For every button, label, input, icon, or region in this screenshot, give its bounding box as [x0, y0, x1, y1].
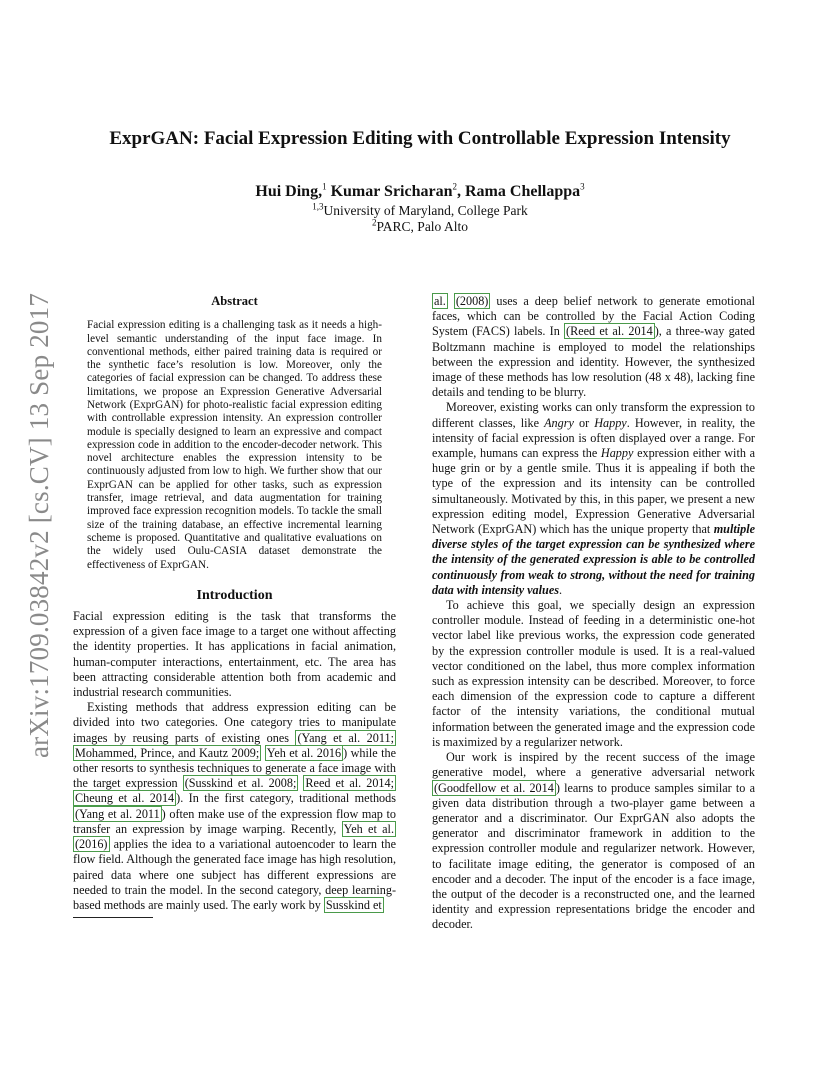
citation-link[interactable]: (Yang et al. 2011;: [297, 730, 394, 745]
arxiv-stamp-text: arXiv:1709.03842v2 [cs.CV] 13 Sep 2017: [24, 292, 55, 758]
citation-link[interactable]: (Reed et al. 2014: [566, 324, 653, 339]
paragraph-text: ) often make use of the expression flow map to transfer an expression by image warping. Recently,: [73, 806, 396, 836]
right-paragraph-4: [432, 750, 755, 932]
paragraph-text: uses a deep belief network to generate emotional faces, which can be controlled by the Facial Action Coding System (FACS) labels. In: [432, 294, 756, 339]
author-affiliation-mark: 2: [452, 181, 457, 192]
emphasis-text: Angry: [544, 415, 574, 430]
bold-italic-statement: multiple diverse styles of the target expression can be synthesized where the intensity of the generated expression is able to be controlled continuously from weak to strong, without the need for training data with intensity values: [432, 522, 755, 597]
affiliation-text: PARC, Palo Alto: [376, 219, 468, 234]
author-name: Kumar Sricharan: [326, 183, 453, 200]
citation-link[interactable]: al.: [434, 294, 446, 308]
affiliation-1: [100, 203, 740, 219]
emphasis-text: Happy: [594, 415, 627, 430]
right-column: [432, 294, 755, 933]
section-heading-introduction: Introduction: [196, 587, 273, 603]
abstract-text: Facial expression editing is a challenging task as it needs a high-level semantic understanding of the input face image. In conventional methods, either paired training data is required or the synthetic face’s resolution is low. Moreover, only the categories of facial expression can be changed. To address these limitations, we propose an Expression Generative Adversarial Network (ExprGAN) for photo-realistic facial expression editing with controllable expression intensity. An expression controller module is specially designed to learn an expressive and compact expression code in addition to the encoder-decoder network. This novel architecture enables the expression intensity to be continuously adjusted from low to high. We further show that our ExprGAN can be applied for other tasks, such as expression transfer, image retrieval, and data augmentation for training improved face expression recognition models. To tackle the small size of the training database, an effective incremental learning scheme is proposed. Quantitative and qualitative evaluations on the widely used Oulu-CASIA dataset demonstrate the effectiveness of ExprGAN.: [87, 319, 382, 571]
paragraph-text: applies the idea to a variational autoencoder to learn the flow field. Although the generated face image has high resolution, paired data where one subject has different expressions are needed to train the model. In the second category, deep learning-based methods are mainly used. The early work by: [73, 837, 396, 912]
arxiv-stamp: [20, 290, 60, 760]
footnote-rule: [73, 917, 153, 918]
author-affiliation-mark: 3: [580, 181, 585, 192]
citation-link[interactable]: Susskind et: [325, 897, 382, 912]
citation-link[interactable]: (2008): [455, 294, 489, 308]
citation-link[interactable]: Yeh et al.: [343, 821, 394, 836]
paragraph-text: ) while the other resorts to synthesis techniques to generate a face image with the target expression: [73, 745, 397, 791]
paragraph-text: ) learns to produce samples similar to a given data distribution through a two-player game between a generator and a discriminator. Our ExprGAN also adopts the generator and discriminator framework in addition to the expression controller module and regularizer network. However, to facilitate image editing, the generator is composed of an encoder and a decoder. The input of the encoder is a face image, the output of the decoder is a reconstructed one, and the learned identity and expression representations bridge the encoder and decoder.: [432, 780, 755, 932]
citation-link[interactable]: Cheung et al. 2014: [75, 791, 175, 806]
citation-link[interactable]: Reed et al. 2014;: [305, 776, 395, 791]
paragraph-text: ). In the first category, traditional methods: [176, 791, 396, 806]
intro-paragraph-1: Facial expression editing is the task that transforms the expression of a given face image to a target one without affecting the identity properties. It has applications in facial animation, human-computer interactions, entertainment, etc. The area has been attracting considerable attention both from academic and industrial research communities.: [73, 609, 396, 700]
affiliation-mark: 1,3: [312, 201, 324, 212]
intro-paragraph-2: [73, 700, 396, 913]
paragraph-text: Our work is inspired by the recent success of the image generative model, where a generative adversarial network: [432, 750, 755, 780]
author-name: , Rama Chellappa: [457, 183, 581, 200]
paragraph-text: or: [573, 415, 595, 430]
paragraph-text: expression either with a huge grin or by a gentle smile. Thus it is appealing if both the type of the expression and its intensity can be controlled simultaneously. Motivated by this, in this paper, we present a new expression editing model, Expression Generative Adversarial Network (ExprGAN) which has the unique property that: [432, 446, 755, 537]
citation-link[interactable]: (Goodfellow et al. 2014: [434, 780, 554, 795]
affiliation-text: University of Maryland, College Park: [323, 203, 528, 218]
right-paragraph-2: [432, 400, 755, 598]
affiliation-mark: 2: [372, 217, 377, 228]
emphasis-text: Happy: [600, 446, 634, 461]
author-list: [100, 183, 740, 201]
author-name: Hui Ding,: [255, 183, 323, 200]
citation-link[interactable]: Mohammed, Prince, and Kautz 2009;: [75, 745, 260, 760]
left-column: [73, 294, 396, 918]
citation-link[interactable]: (Yang et al. 2011: [75, 806, 160, 821]
paragraph-text: Moreover, existing works can only transform the expression to different classes, like: [432, 400, 755, 430]
paragraph-text: Existing methods that address expression editing can be divided into two categories. One category tries to manipulate images by reusing parts of existing ones: [73, 700, 396, 745]
citation-link[interactable]: (Susskind et al. 2008;: [184, 776, 297, 791]
author-affiliation-mark: 1: [322, 181, 327, 192]
affiliation-2: [100, 219, 740, 235]
citation-link[interactable]: (2016): [75, 837, 108, 852]
right-paragraph-3: To achieve this goal, we specially design an expression controller module. Instead of feeding in a deterministic one-hot vector label like previous works, the expression code generated by the expression controller module is used. It is a real-valued vector conditioned on the label, thus more complex information such as expression intensity can be described. Moreover, to force each dimension of the expression code to capture a different factor of the intensity variations, the conditional mutual information between the generated image and the expression code is maximized by a regularizer network.: [432, 598, 755, 749]
paragraph-text: .: [558, 582, 563, 597]
paragraph-text: ), a three-way gated Boltzmann machine is employed to model the relationships between the expression and identity. However, the synthesized image of these methods has low resolution (48 x 48), lacking fine details and tending to be blurry.: [432, 324, 755, 400]
abstract-heading: Abstract: [211, 294, 258, 308]
paper-title: ExprGAN: Facial Expression Editing with Controllable Expression Intensity: [109, 128, 731, 149]
citation-link[interactable]: Yeh et al. 2016: [266, 745, 342, 760]
paragraph-text: . However, in reality, the intensity of facial expression is often displayed over a range. For example, humans can express the: [432, 415, 755, 461]
right-paragraph-1: [432, 294, 755, 400]
